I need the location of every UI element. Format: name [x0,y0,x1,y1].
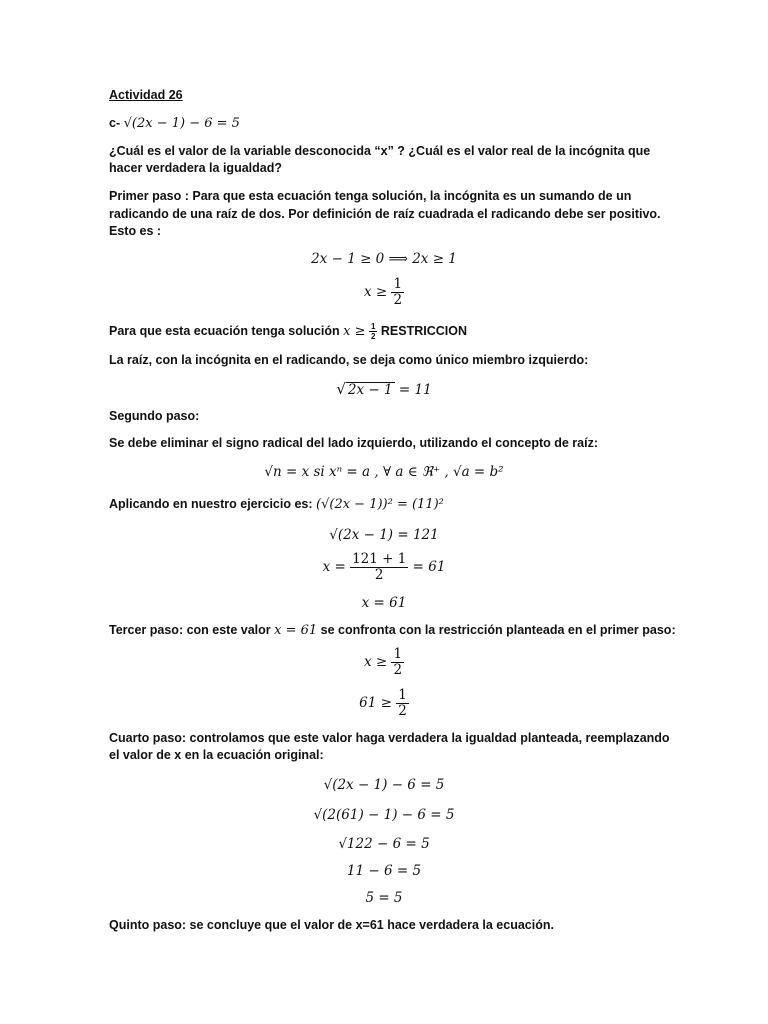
step1-line-1: Primer paso : Para que esta ecuación tenga solución, la incógnita es un sumando de un [109,189,632,203]
step4-line-1: Cuarto paso: controlamos que este valor haga verdadera la igualdad planteada, reemplazando [109,731,670,745]
solve-x-result: = 61 [412,559,446,575]
step3-suffix: se confronta con la restricción planteada en el primer paso: [320,623,676,637]
step1-line-3: Esto es : [109,224,162,238]
question-line-2: hacer verdadera la igualdad? [109,161,282,175]
item-prefix: c- [109,116,121,130]
fraction-one-half [396,688,409,719]
step2-title: Segundo paso: [109,409,200,423]
squared-equation: √(2x − 1) = 121 [329,527,439,543]
apply-line [109,496,664,513]
root-concept: √n = x si xⁿ = a , ∀ a ∈ ℜ⁺ , √a = b² [264,464,504,480]
document-title: Actividad 26 [109,88,183,102]
inequality-2 [0,277,768,308]
inequality-2-lhs: x ≥ [363,284,388,300]
isolated-radicand: 2x − 1 [347,382,393,398]
fraction-denominator: 2 [398,703,407,719]
check-inequality-2 [0,688,768,719]
fraction-one-half [391,647,404,678]
fraction-numerator: 1 [370,322,376,331]
solve-x-lhs: x = [322,559,346,575]
step3-line [109,622,676,639]
problem-statement [109,115,664,132]
verify-equation-4: 11 − 6 = 5 [346,863,422,879]
fraction-denominator: 2 [393,662,403,678]
isolated-equation: √ 2x − 1 = 11 [336,380,432,398]
step4-line-2: el valor de x en la ecuación original: [109,748,324,762]
restriction-fraction [369,322,377,341]
question-line-1: ¿Cuál es el valor de la variable desconocida “x” ? ¿Cuál es el valor real de la incógnita que [109,144,651,158]
fraction-numerator: 1 [393,646,403,662]
step3-math: x = 61 [274,623,318,638]
apply-text: Aplicando en nuestro ejercicio es: [109,497,313,511]
solve-x-equation [0,552,768,583]
check-lhs-2: 61 ≥ [359,695,392,711]
fraction-one-half [391,277,404,308]
check-inequality-1 [0,647,768,678]
verify-equation-1: √(2x − 1) − 6 = 5 [323,777,445,793]
step2-text: Se debe eliminar el signo radical del lado izquierdo, utilizando el concepto de raíz: [109,436,598,450]
solve-x-fraction [350,552,408,583]
apply-math: (√(2x − 1))² = (11)² [316,497,444,512]
solve-x-denominator: 2 [374,567,384,583]
fraction-numerator: 1 [393,276,403,292]
restriction-label: RESTRICCION [380,323,468,338]
solve-x-numerator: 121 + 1 [352,551,407,567]
verify-equation-2: √(2(61) − 1) − 6 = 5 [313,807,455,823]
check-lhs-1: x ≥ [363,654,388,670]
step1-line-2: radicando de una raíz de dos. Por definición de raíz cuadrada el radicando debe ser positivo. [109,207,661,221]
x-final: x = 61 [361,595,407,611]
original-equation: √(2x − 1) − 6 = 5 [123,116,240,131]
isolated-rhs: = 11 [398,382,432,398]
step5-conclusion: Quinto paso: se concluye que el valor de x=61 hace verdadera la ecuación. [109,918,554,932]
restriction-line [109,322,664,341]
fraction-numerator: 1 [398,687,407,703]
inequality-1: 2x − 1 ≥ 0 ⟹ 2x ≥ 1 [311,251,457,267]
verify-equation-5: 5 = 5 [365,890,403,906]
restriction-prefix: Para que esta ecuación tenga solución [109,323,340,338]
isolate-text: La raíz, con la incógnita en el radicando, se deja como único miembro izquierdo: [109,353,589,367]
fraction-denominator: 2 [370,332,376,341]
restriction-math: x ≥ [343,323,366,339]
verify-equation-3: √122 − 6 = 5 [338,836,430,852]
fraction-denominator: 2 [393,292,403,308]
step3-prefix: Tercer paso: con este valor [109,623,271,637]
